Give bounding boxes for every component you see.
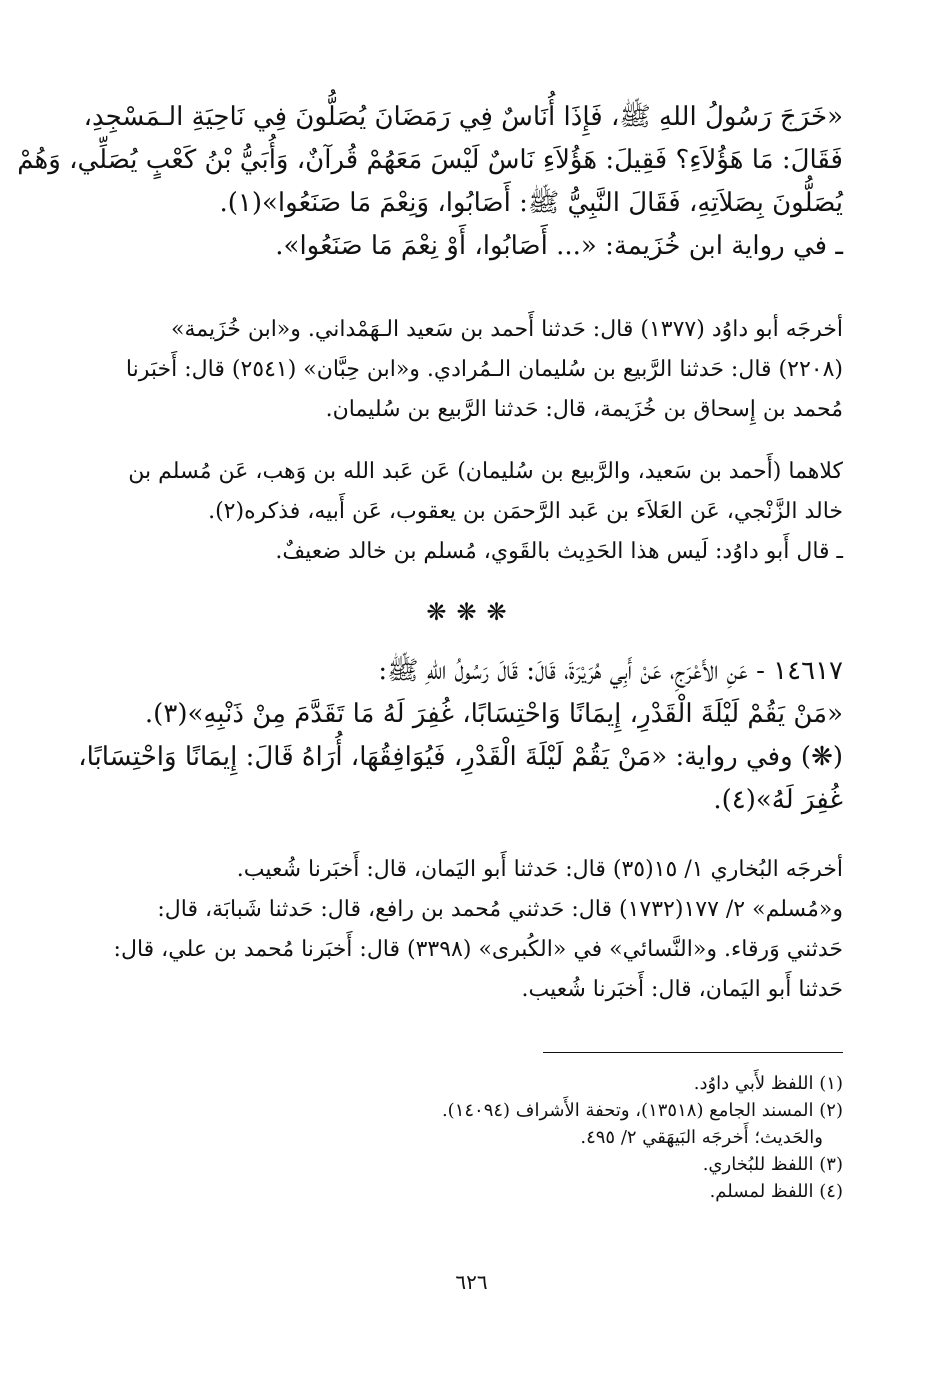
text-line: أخرجَه البُخاري ١/ ١٥(٣٥) قال: حَدثنا أَبو اليَمان، قال: أَخبَرنا شُعيب. bbox=[236, 857, 843, 882]
text-line: حَدثني وَرقاء. و«النَّسائي» في «الكُبرى» (٣٣٩٨) قال: أَخبَرنا مُحمد بن علي، قال: bbox=[113, 937, 843, 962]
text-line: خالد الزَّنْجي، عَن العَلاَء بن عَبد الرَّحمَن بن يعقوب، عَن أَبيه، فذكره(٢). bbox=[208, 499, 843, 524]
footnote-divider bbox=[543, 1052, 843, 1053]
hadith-matn bbox=[17, 96, 843, 268]
text-line: يُصَلُّونَ بِصَلاَتِهِ، فَقَالَ النَّبِيُّ ﷺ: أَصَابُوا، وَنِعْمَ مَا صَنَعُوا»(١). bbox=[219, 188, 843, 218]
footnote: (٣) اللفظ للبُخاري. bbox=[702, 1154, 843, 1175]
section-separator: ❋❋❋ bbox=[426, 598, 517, 626]
text-line: «مَنْ يَقُمْ لَيْلَةَ الْقَدْرِ، إِيمَانًا وَاحْتِسَابًا، غُفِرَ لَهُ مَا تَقَدَّمَ مِنْ ذَنْبِهِ»(٣). bbox=[144, 699, 843, 729]
footnote: (٤) اللفظ لمسلم. bbox=[709, 1181, 843, 1202]
takhrij-paragraph bbox=[100, 310, 843, 430]
text-line: غُفِرَ لَهُ»(٤). bbox=[713, 785, 843, 815]
text-line: «خَرَجَ رَسُولُ اللهِ ﷺ، فَإِذَا أُنَاسٌ فِي رَمَضَانَ يُصَلُّونَ فِي نَاحِيَةِ الـمَسْجِدِ، bbox=[83, 102, 843, 132]
text-line: حَدثنا أَبو اليَمان، قال: أَخبَرنا شُعيب. bbox=[521, 977, 843, 1002]
text-line: ـ قال أَبو داوُد: لَيس هذا الحَدِيث بالقَوي، مُسلم بن خالد ضعيفٌ. bbox=[275, 539, 843, 564]
text-line: مُحمد بن إِسحاق بن خُزَيمة، قال: حَدثنا الرَّبيع بن سُليمان. bbox=[325, 397, 843, 422]
text-line: ١٤٦١٧ - عَنِ الأَعْرَجِ، عَنْ أَبِي هُرَيْرَةَ، قَالَ: قَالَ رَسُولُ اللهِ ﷺ: bbox=[378, 656, 843, 686]
page-number: ٦٢٦ bbox=[455, 1270, 488, 1294]
isnad-paragraph bbox=[100, 452, 843, 572]
text-line: أخرجَه أبو داوُد (١٣٧٧) قال: حَدثنا أَحمد بن سَعيد الـهَمْداني. و«ابن خُزَيمة» bbox=[171, 317, 843, 342]
text-line: و«مُسلم» ٢/ ١٧٧(١٧٣٢) قال: حَدثني مُحمد بن رافع، قال: حَدثنا شَبابَة، قال: bbox=[157, 897, 843, 922]
text-line: (❋) وفي رواية: «مَنْ يَقُمْ لَيْلَةَ الْقَدْرِ، فَيُوَافِقُهَا، أُرَاهُ قَالَ: إِيمَانًا وَاحْتِسَابًا، bbox=[78, 742, 843, 772]
footnotes bbox=[100, 1070, 843, 1205]
text-line: كلاهما (أَحمد بن سَعيد، والرَّبيع بن سُليمان) عَن عَبد الله بن وَهب، عَن مُسلم بن bbox=[128, 459, 843, 484]
hadith-entry bbox=[78, 650, 843, 822]
text-line: فَقَالَ: مَا هَؤُلاَءِ؟ فَقِيلَ: هَؤُلاَءِ نَاسٌ لَيْسَ مَعَهُمْ قُرآنٌ، وَأُبَيُّ بْنُ كَعْبٍ يُصَلِّي، وَهُمْ bbox=[17, 145, 843, 175]
text-line: (٢٢٠٨) قال: حَدثنا الرَّبيع بن سُليمان الـمُرادي. و«ابن حِبَّان» (٢٥٤١) قال: أَخبَرنا bbox=[125, 357, 843, 382]
footnote: (١) اللفظ لأَبي داوُد. bbox=[693, 1073, 843, 1094]
text-line: ـ في رواية ابن خُزَيمة: «... أَصَابُوا، أَوْ نِعْمَ مَا صَنَعُوا». bbox=[275, 231, 843, 261]
footnote: (٢) المسند الجامع (١٣٥١٨)، وتحفة الأَشراف (١٤٠٩٤). bbox=[441, 1100, 843, 1121]
footnote-continuation: والحَديث؛ أَخرجَه البَيهَقي ٢/ ٤٩٥. bbox=[580, 1127, 823, 1148]
takhrij-paragraph bbox=[100, 850, 843, 1010]
